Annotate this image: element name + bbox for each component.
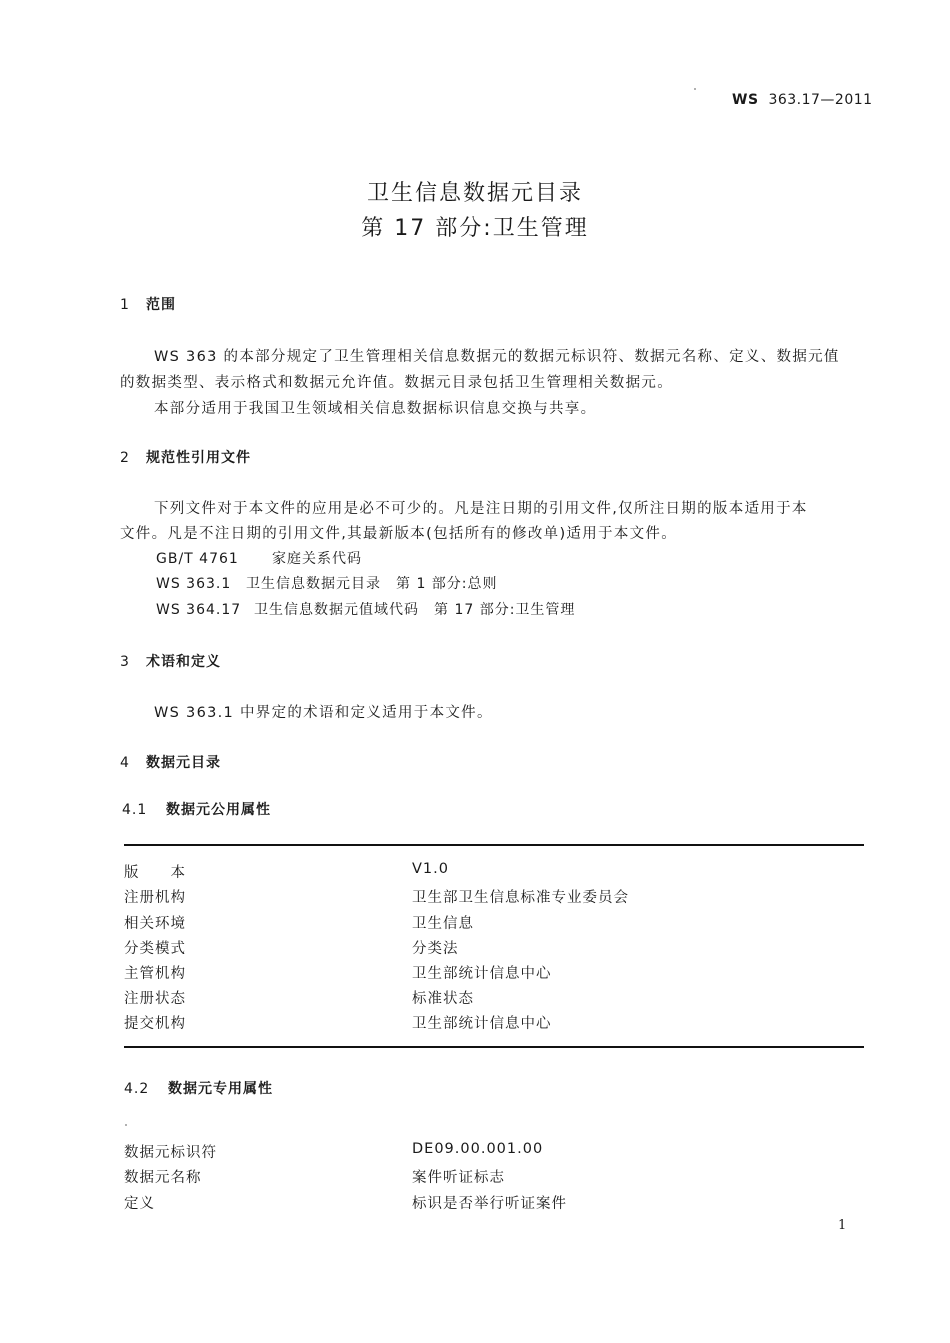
section-4-2-title: 数据元专用属性 (168, 1081, 273, 1097)
section-1-title: 范围 (146, 297, 176, 313)
scan-speck (125, 1124, 127, 1126)
attribute-key: 分类模式 (124, 941, 186, 957)
section-2-paragraph-line-1: 下列文件对于本文件的应用是必不可少的。凡是注日期的引用文件,仅所注日期的版本适用于本 (154, 501, 808, 517)
attribute-row (124, 1166, 864, 1188)
attribute-value: 标识是否举行听证案件 (412, 1196, 567, 1212)
attribute-value: 卫生信息 (412, 916, 474, 932)
attribute-value: 案件听证标志 (412, 1170, 505, 1186)
table-top-rule (124, 844, 864, 846)
attribute-key: 数据元标识符 (124, 1145, 217, 1161)
attribute-row (124, 962, 864, 984)
section-4-heading (120, 752, 221, 772)
section-2-number: 2 (120, 450, 130, 466)
reference-code: WS 364.17 (156, 602, 242, 618)
reference-title: 卫生信息数据元值域代码 第 17 部分:卫生管理 (254, 602, 576, 618)
attribute-value: V1.0 (412, 861, 449, 877)
section-4-2-heading (124, 1078, 273, 1098)
attribute-row (124, 1192, 864, 1214)
section-2-title: 规范性引用文件 (146, 450, 251, 466)
section-1-number: 1 (120, 297, 130, 313)
document-subtitle: 第 17 部分:卫生管理 (361, 216, 589, 241)
attribute-value: 标准状态 (412, 991, 474, 1007)
section-3-heading (120, 651, 221, 671)
attribute-row (124, 912, 864, 934)
table-bottom-rule (124, 1046, 864, 1048)
section-4-1-number: 4.1 (122, 802, 148, 818)
reference-item (156, 573, 498, 593)
standard-code (732, 92, 873, 108)
section-1-paragraph-line-2: 的数据类型、表示格式和数据元允许值。数据元目录包括卫生管理相关数据元。 (120, 375, 673, 391)
attribute-value: 分类法 (412, 941, 459, 957)
reference-code: WS 363.1 (156, 576, 232, 592)
section-1-heading (120, 294, 176, 314)
attribute-row (124, 1012, 864, 1034)
reference-item (156, 548, 362, 568)
scan-speck (694, 88, 696, 90)
attribute-key: 版 本 (124, 865, 186, 881)
reference-code: GB/T 4761 (156, 551, 239, 567)
section-3-paragraph: WS 363.1 中界定的术语和定义适用于本文件。 (154, 705, 493, 721)
section-1-paragraph-line-1: WS 363 的本部分规定了卫生管理相关信息数据元的数据元标识符、数据元名称、定义、数据元值 (154, 349, 840, 365)
section-1-paragraph-2: 本部分适用于我国卫生领域相关信息数据标识信息交换与共享。 (154, 401, 597, 417)
reference-title: 家庭关系代码 (272, 551, 362, 567)
section-2-heading (120, 447, 251, 467)
section-3-title: 术语和定义 (146, 654, 221, 670)
attribute-row (124, 861, 864, 883)
attribute-row (124, 987, 864, 1009)
attribute-row (124, 937, 864, 959)
section-4-2-number: 4.2 (124, 1081, 150, 1097)
attribute-value: DE09.00.001.00 (412, 1141, 544, 1157)
attribute-key: 数据元名称 (124, 1170, 202, 1186)
section-4-1-title: 数据元公用属性 (166, 802, 271, 818)
section-4-number: 4 (120, 755, 130, 771)
standard-prefix: WS (732, 92, 759, 108)
section-4-title: 数据元目录 (146, 755, 221, 771)
attribute-value: 卫生部统计信息中心 (412, 966, 552, 982)
section-4-1-heading (122, 799, 271, 819)
attribute-row (124, 886, 864, 908)
standard-number: 363.17—2011 (768, 92, 873, 108)
page-number: 1 (838, 1218, 847, 1233)
section-3-number: 3 (120, 654, 130, 670)
reference-title: 卫生信息数据元目录 第 1 部分:总则 (246, 576, 498, 592)
attribute-value: 卫生部统计信息中心 (412, 1016, 552, 1032)
attribute-key: 提交机构 (124, 1016, 186, 1032)
attribute-row (124, 1141, 864, 1163)
attribute-key: 定义 (124, 1196, 155, 1212)
attribute-value: 卫生部卫生信息标准专业委员会 (412, 890, 629, 906)
section-2-paragraph-line-2: 文件。凡是不注日期的引用文件,其最新版本(包括所有的修改单)适用于本文件。 (120, 526, 678, 542)
reference-item (156, 599, 575, 619)
attribute-key: 注册机构 (124, 890, 186, 906)
attribute-key: 注册状态 (124, 991, 186, 1007)
attribute-key: 相关环境 (124, 916, 186, 932)
document-title: 卫生信息数据元目录 (366, 181, 583, 206)
attribute-key: 主管机构 (124, 966, 186, 982)
